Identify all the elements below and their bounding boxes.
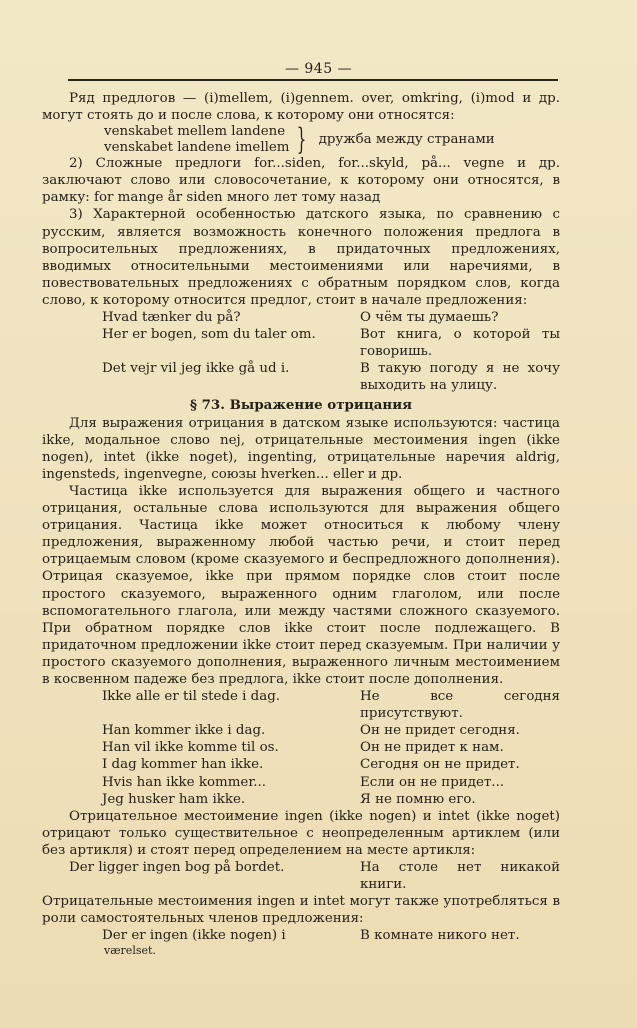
intro-example-danish: [104, 124, 290, 155]
example-row: [42, 360, 560, 394]
example-danish: Jeg husker ham ikke.: [102, 791, 246, 807]
example-danish-continued: værelset.: [104, 943, 156, 957]
examples-ikke: [42, 688, 560, 808]
intro-example-b: venskabet landene imellem: [104, 139, 290, 155]
example-row: [42, 859, 560, 893]
negation-paragraph-2: Частица ikke используется для выражения общего и частного отрицания, остальные слова используются для выражения общего отрицания. Частица ikke может относиться к любому члену предложения, выраженному любой частью речи, и стоит перед отрицаемым словом (кроме сказуемого и беспредложного дополнения). Отрицая сказуемое, ikke при прямом порядке слов стоит после простого сказуемого, выраженного одним глаголом, или после вспомогательного глагола, или между частями сложного сказуемого. При обратном порядке слов ikke стоит после подлежащего. В придаточном предложении ikke стоит перед сказуемым. При наличии у простого сказуемого дополнения, выраженного личным местоимением в косвенном падеже без предлога, ikke стоит после дополнения.: [42, 483, 560, 687]
example-row: [42, 927, 560, 944]
example-row: [42, 791, 560, 808]
example-danish: Der ligger ingen bog på bordet.: [69, 860, 285, 876]
intro-example-russian: дружба между странами: [318, 132, 495, 148]
example-danish: Hvad tænker du på?: [102, 310, 241, 326]
example-danish: Han vil ikke komme til os.: [102, 740, 279, 756]
page-text: [42, 90, 560, 957]
example-russian: В комнате никого нет.: [360, 928, 520, 944]
example-row: [42, 774, 560, 791]
intro-example-a: venskabet mellem landene: [104, 124, 286, 140]
brace-symbol: }: [296, 121, 306, 157]
point-3: 3) Характерной особенностью датского языка, по сравнению с русским, является возможность конечного положения предлога в вопросительных предложениях, в придаточных предложениях, вводимых относительными местоимениями или наречиями, в повествовательных предложениях с обратным порядком слов, когда слово, к которому относится предлог, стоит в начале предложения:: [42, 207, 560, 308]
example-danish: Det vejr vil jeg ikke gå ud i.: [102, 361, 290, 377]
example-russian: Я не помню его.: [360, 791, 476, 807]
page-number: — 945 —: [284, 61, 353, 77]
example-row: [42, 722, 560, 739]
negation-paragraph-1: Для выражения отрицания в датском языке используются: частица ikke, модальное слово nej, отрицательные местоимения ingen (ikke nogen), intet (ikke noget), ingenting, отрицательные наречия aldrig, ingensteds, ingenvegne, союзы hverken... eller и др.: [42, 415, 560, 482]
intro-paragraph: Ряд предлогов — (i)mellem, (i)gennem. over, omkring, (i)mod и др. могут стоять до и после слова, к которому они относятся:: [42, 91, 560, 124]
example-row: [42, 756, 560, 773]
section-heading: § 73. Выражение отрицания: [189, 396, 413, 413]
intro-example: [104, 121, 560, 157]
negation-paragraph-4: Отрицательные местоимения ingen и intet могут также употребляться в роли самостоятельных членов предложения:: [42, 894, 560, 927]
example-row: [42, 326, 560, 360]
example-russian: О чём ты думаешь?: [360, 310, 499, 326]
example-danish: Ikke alle er til stede i dag.: [102, 689, 281, 705]
example-russian: Вот книга, о которой ты говоришь.: [360, 327, 560, 360]
negation-paragraph-3: Отрицательное местоимение ingen (ikke nogen) и intet (ikke noget) отрицают только существительное с неопределенным артиклем (или без артикля) и стоят перед определением на месте артикля:: [42, 808, 560, 858]
example-row: [42, 739, 560, 756]
example-russian: В такую погоду я не хочу выходить на улицу.: [360, 361, 560, 394]
example-russian: Он не придет сегодня.: [360, 723, 520, 739]
header-rule: [68, 79, 558, 81]
example-danish: Hvis han ikke kommer...: [102, 774, 267, 790]
example-row: [42, 688, 560, 722]
examples-prepositions: [42, 309, 560, 394]
example-row: [42, 309, 560, 326]
point-2: 2) Сложные предлоги for...siden, for...skyld, på... vegne и др. заключают слово или словосочетание, к которому они относятся, в рамку: for mange år siden много лет тому назад: [42, 156, 560, 206]
example-russian: Сегодня он не придет.: [360, 757, 520, 773]
example-danish: Der er ingen (ikke nogen) i: [102, 928, 286, 944]
example-danish: Han kommer ikke i dag.: [102, 723, 266, 739]
example-russian: Если он не придет...: [360, 774, 505, 790]
example-danish: Her er bogen, som du taler om.: [102, 327, 316, 343]
example-russian: На столе нет никакой книги.: [360, 860, 560, 893]
example-russian: Не все сегодня присутствуют.: [360, 689, 560, 722]
example-danish: I dag kommer han ikke.: [102, 757, 264, 773]
example-russian: Он не придет к нам.: [360, 740, 504, 756]
